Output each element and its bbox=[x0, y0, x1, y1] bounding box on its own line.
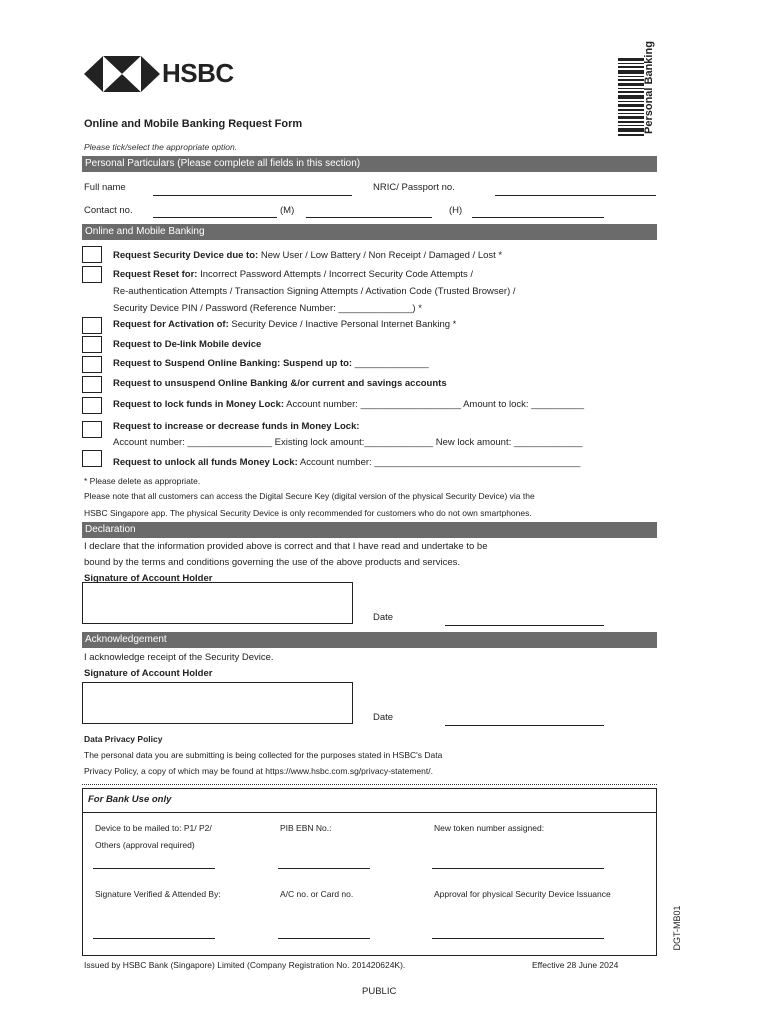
sig-verified-field[interactable] bbox=[93, 938, 215, 939]
checkbox-activation[interactable] bbox=[82, 317, 102, 334]
note-digital-key: Please note that all customers can access the Digital Secure Key (digital version of the physical Security Device) via the bbox=[84, 491, 535, 501]
option-security-device: Request Security Device due to: New User / Low Battery / Non Receipt / Damaged / Lost * bbox=[113, 250, 503, 261]
note-delete: * Please delete as appropriate. bbox=[84, 476, 201, 486]
option-activation: Request for Activation of: Security Device / Inactive Personal Internet Banking * bbox=[113, 319, 457, 330]
checkbox-suspend[interactable] bbox=[82, 356, 102, 373]
nric-field[interactable] bbox=[495, 195, 656, 196]
privacy-text-1: The personal data you are submitting is being collected for the purposes stated in HSBC's Data bbox=[84, 750, 443, 760]
ac-no-label: A/C no. or Card no. bbox=[280, 889, 354, 899]
contact-home-field[interactable] bbox=[472, 217, 604, 218]
pib-ebn-field[interactable] bbox=[278, 868, 370, 869]
option-lock-funds: Request to lock funds in Money Lock: Account number: ___________________ Amount to lock: __________ bbox=[113, 399, 585, 410]
option-unlock-funds: Request to unlock all funds Money Lock: Account number: _______________________________________ bbox=[113, 457, 581, 468]
contact-mobile-field[interactable] bbox=[153, 217, 277, 218]
note-smartphones: HSBC Singapore app. The physical Security Device is only recommended for customers who do not own smartphones. bbox=[84, 508, 532, 518]
full-name-field[interactable] bbox=[153, 195, 352, 196]
classification-label: PUBLIC bbox=[362, 986, 397, 997]
option-delink: Request to De-link Mobile device bbox=[113, 339, 262, 350]
instruction-text: Please tick/select the appropriate option. bbox=[84, 142, 238, 152]
privacy-text-2: Privacy Policy, a copy of which may be found at https://www.hsbc.com.sg/privacy-statement/. bbox=[84, 766, 433, 776]
acknowledgement-text: I acknowledge receipt of the Security Device. bbox=[84, 652, 274, 663]
device-mailed-field[interactable] bbox=[93, 868, 215, 869]
pib-ebn-label: PIB EBN No.: bbox=[280, 823, 332, 833]
checkbox-adjust-funds[interactable] bbox=[82, 421, 102, 438]
contact-label: Contact no. bbox=[84, 205, 133, 216]
section-acknowledgement: Acknowledgement bbox=[82, 632, 657, 648]
option-request-reset-line3: Security Device PIN / Password (Reference Number: ______________) * bbox=[113, 303, 422, 314]
approval-label: Approval for physical Security Device Issuance bbox=[434, 889, 611, 899]
nric-label: NRIC/ Passport no. bbox=[373, 182, 455, 193]
ac-no-field[interactable] bbox=[278, 938, 370, 939]
declaration-signature-box[interactable] bbox=[82, 582, 353, 624]
option-adjust-funds: Request to increase or decrease funds in Money Lock: bbox=[113, 421, 360, 432]
option-request-reset-line2: Re-authentication Attempts / Transaction Signing Attempts / Activation Code (Trusted Browser) / bbox=[113, 286, 516, 297]
others-label: Others (approval required) bbox=[95, 840, 195, 850]
sig-verified-label: Signature Verified & Attended By: bbox=[95, 889, 221, 899]
option-adjust-funds-line2: Account number: ________________ Existing lock amount:_____________ New lock amount: _____________ bbox=[113, 437, 583, 448]
mobile-label: (M) bbox=[280, 205, 295, 216]
hsbc-logo-icon bbox=[84, 56, 160, 92]
barcode-icon bbox=[618, 58, 644, 136]
option-unsuspend: Request to unsuspend Online Banking &/or current and savings accounts bbox=[113, 378, 447, 389]
new-token-label: New token number assigned: bbox=[434, 823, 545, 833]
section-online-mobile-banking: Online and Mobile Banking bbox=[82, 224, 657, 240]
acknowledgement-date-label: Date bbox=[373, 712, 394, 723]
option-suspend: Request to Suspend Online Banking: Suspend up to: ______________ bbox=[113, 358, 429, 369]
checkbox-unsuspend[interactable] bbox=[82, 376, 102, 393]
checkbox-delink[interactable] bbox=[82, 336, 102, 353]
acknowledgement-date-field[interactable] bbox=[445, 725, 604, 726]
new-token-field[interactable] bbox=[432, 868, 604, 869]
declaration-text-2: bound by the terms and conditions governing the use of the above products and services. bbox=[84, 557, 461, 568]
section-declaration: Declaration bbox=[82, 522, 657, 538]
privacy-title: Data Privacy Policy bbox=[84, 734, 163, 744]
checkbox-request-reset[interactable] bbox=[82, 266, 102, 283]
checkbox-lock-funds[interactable] bbox=[82, 397, 102, 414]
option-request-reset: Request Reset for: Incorrect Password Attempts / Incorrect Security Code Attempts / bbox=[113, 269, 474, 280]
approval-field[interactable] bbox=[432, 938, 604, 939]
declaration-date-label: Date bbox=[373, 612, 394, 623]
issued-by: Issued by HSBC Bank (Singapore) Limited (Company Registration No. 201420624K). bbox=[84, 960, 406, 970]
declaration-text-1: I declare that the information provided above is correct and that I have read and undertake to be bbox=[84, 541, 488, 552]
contact-mobile-field-2[interactable] bbox=[306, 217, 432, 218]
device-mailed-label: Device to be mailed to: P1/ P2/ bbox=[95, 823, 212, 833]
section-personal-particulars: Personal Particulars (Please complete all fields in this section) bbox=[82, 156, 657, 172]
form-title: Online and Mobile Banking Request Form bbox=[84, 118, 303, 130]
divider bbox=[82, 784, 657, 785]
bank-use-title: For Bank Use only bbox=[88, 794, 172, 805]
side-label: Personal Banking bbox=[643, 41, 655, 134]
checkbox-security-device[interactable] bbox=[82, 246, 102, 263]
declaration-date-field[interactable] bbox=[445, 625, 604, 626]
bank-use-box bbox=[82, 788, 657, 956]
full-name-label: Full name bbox=[84, 182, 126, 193]
effective-date: Effective 28 June 2024 bbox=[532, 960, 619, 970]
bank-use-title-divider bbox=[82, 812, 657, 813]
checkbox-unlock-funds[interactable] bbox=[82, 450, 102, 467]
form-code: DGT-MB01 bbox=[672, 905, 682, 951]
acknowledgement-signature-box[interactable] bbox=[82, 682, 353, 724]
home-label: (H) bbox=[449, 205, 463, 216]
declaration-signature-label: Signature of Account Holder bbox=[84, 573, 213, 584]
brand-name: HSBC bbox=[162, 58, 234, 88]
acknowledgement-signature-label: Signature of Account Holder bbox=[84, 668, 213, 679]
